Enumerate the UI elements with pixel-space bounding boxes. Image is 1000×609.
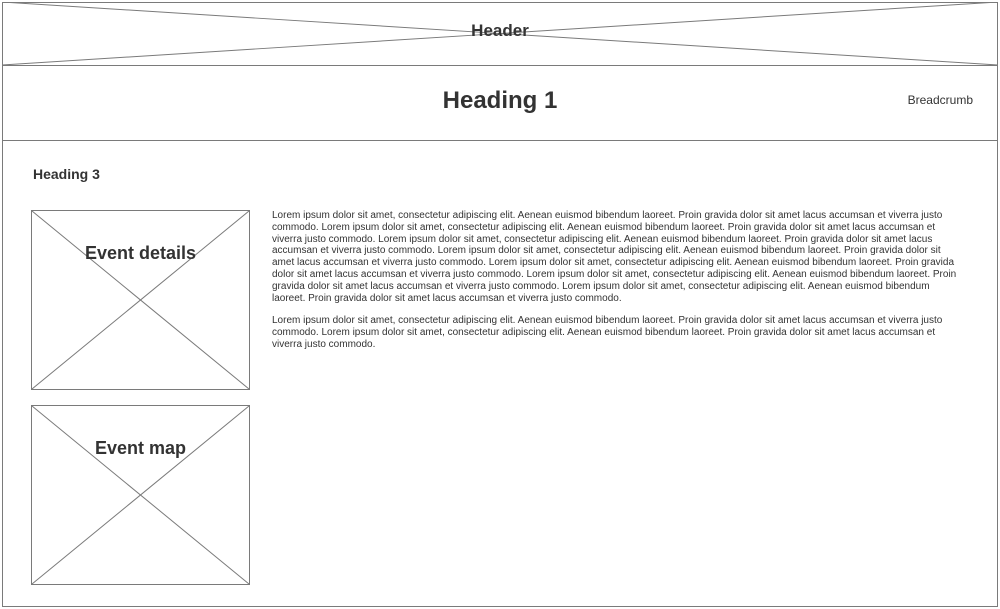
page-title: Heading 1 [442,87,558,114]
breadcrumb[interactable]: Breadcrumb [907,93,973,107]
event-map-placeholder [31,405,250,585]
event-details-label: Event details [84,243,197,263]
section-heading: Heading 3 [33,166,100,182]
body-paragraph-1: Lorem ipsum dolor sit amet, consectetur adipiscing elit. Aenean euismod bibendum laoreet. Proin gravida dolor sit amet lacus accumsan et viverra justo commodo. Lorem ipsum dolor sit amet, consectetur adipiscing elit. Aenean euismod bibendum laoreet. Proin gravida dolor sit amet lacus accumsan et viverra justo commodo. Lorem ipsum dolor sit amet, consectetur adipiscing elit. Aenean euismod bibendum laoreet. Proin gravida dolor sit amet lacus accumsan et viverra justo commodo. Lorem ipsum dolor sit amet, consectetur adipiscing elit. Aenean euismod bibendum laoreet. Proin gravida dolor sit amet lacus accumsan et viverra justo commodo. Lorem ipsum dolor sit amet, consectetur adipiscing elit. Aenean euismod bibendum laoreet. Proin gravida dolor sit amet lacus accumsan et viverra justo commodo. Lorem ipsum dolor sit amet, consectetur adipiscing elit. Aenean euismod bibendum laoreet. Proin gravida dolor sit amet lacus accumsan et viverra justo commodo. Lorem ipsum dolor sit amet, consectetur adipiscing elit. Aenean euismod bibendum laoreet. Proin gravida dolor sit amet lacus accumsan et viverra justo commodo. [272,210,957,304]
event-details-placeholder-cross [32,211,249,389]
title-bar [2,66,998,141]
body-paragraph-2: Lorem ipsum dolor sit amet, consectetur adipiscing elit. Aenean euismod bibendum laoreet. Proin gravida dolor sit amet lacus accumsan et viverra justo commodo. Lorem ipsum dolor sit amet, consectetur adipiscing elit. Aenean euismod bibendum laoreet. Proin gravida dolor sit amet lacus accumsan et viverra justo commodo. [272,315,943,350]
body-text [272,210,964,362]
event-map-label: Event map [94,438,187,458]
header-title: Header [471,21,529,40]
event-details-placeholder [31,210,250,390]
event-map-placeholder-cross [32,406,249,584]
header-placeholder [2,2,998,66]
